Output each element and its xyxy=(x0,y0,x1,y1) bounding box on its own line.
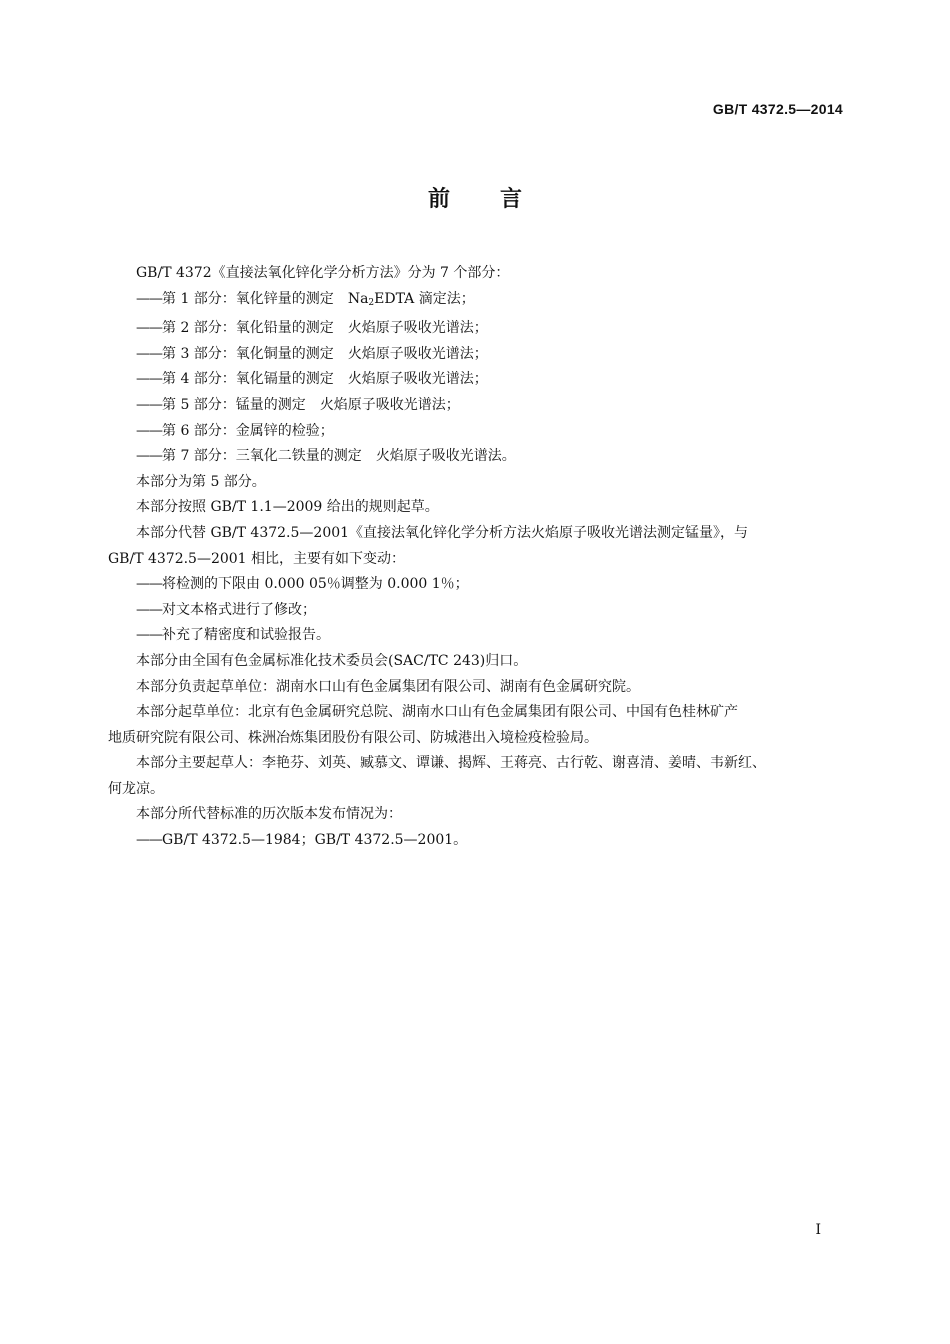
committee-paragraph: 本部分由全国有色金属标准化技术委员会(SAC/TC 243)归口。 xyxy=(136,652,528,669)
change-text: 将检测的下限由 0.000 05％调整为 0.000 1％； xyxy=(162,576,469,593)
part-method: 火焰原子吸收光谱法； xyxy=(319,396,460,413)
drafting-rule: 本部分按照 GB/T 1.1—2009 给出的规则起草。 xyxy=(136,499,439,516)
part-title: 第 5 部分：锰量的测定 xyxy=(162,396,306,413)
dash-mark: —— xyxy=(136,396,162,413)
change-text: 对文本格式进行了修改； xyxy=(162,601,316,618)
part-title: 第 1 部分：氧化锌量的测定 xyxy=(162,290,334,307)
part-title: 第 4 部分：氧化镉量的测定 xyxy=(162,371,334,388)
part-statement: 本部分为第 5 部分。 xyxy=(136,473,266,490)
part-method: $Na_2EDTA$ 滴定法； xyxy=(347,290,475,308)
part-method: 火焰原子吸收光谱法； xyxy=(347,320,488,337)
list-item xyxy=(108,444,842,470)
history-intro: 本部分所代替标准的历次版本发布情况为： xyxy=(136,806,402,823)
drafters-line-1: 本部分主要起草人：李艳芬、刘英、臧慕文、谭谦、揭辉、王蒋亮、古行乾、谢喜清、姜晴、韦新红、 xyxy=(136,755,766,772)
dash-mark: —— xyxy=(136,320,162,337)
list-item xyxy=(108,287,842,317)
dash-mark: —— xyxy=(136,422,162,439)
dash-mark: —— xyxy=(136,601,162,618)
dash-mark: —— xyxy=(136,627,162,644)
dash-mark: —— xyxy=(136,576,162,593)
page-title: 前言 xyxy=(427,187,572,212)
part-title: 第 7 部分：三氧化二铁量的测定 xyxy=(162,448,362,465)
dash-mark: —— xyxy=(136,832,162,849)
list-item xyxy=(108,316,842,342)
part-title: 第 2 部分：氧化铅量的测定 xyxy=(162,320,334,337)
drafters-line-2: 何龙凉。 xyxy=(108,780,164,797)
list-item xyxy=(108,419,842,445)
replacement-line-1: 本部分代替 GB/T 4372.5—2001《直接法氧化锌化学分析方法火焰原子吸收光谱法测定锰量》，与 xyxy=(136,524,749,541)
drafting-units-line-2: 地质研究院有限公司、株洲冶炼集团股份有限公司、防城港出入境检疫检验局。 xyxy=(108,729,598,746)
responsible-units: 本部分负责起草单位：湖南水口山有色金属集团有限公司、湖南有色金属研究院。 xyxy=(136,678,640,695)
intro-paragraph: GB/T 4372《直接法氧化锌化学分析方法》分为 7 个部分： xyxy=(136,265,510,281)
dash-mark: —— xyxy=(136,371,162,388)
dash-mark: —— xyxy=(136,345,162,362)
history-item xyxy=(108,828,842,854)
part-method: 火焰原子吸收光谱法。 xyxy=(375,448,516,465)
list-item xyxy=(108,393,842,419)
standard-number: GB/T 4372.5—2014 xyxy=(712,101,843,117)
replacement-line-2: GB/T 4372.5—2001 相比，主要有如下变动： xyxy=(108,550,406,567)
document-body xyxy=(108,261,842,854)
part-title: 第 3 部分：氧化铜量的测定 xyxy=(162,345,334,362)
change-text: 补充了精密度和试验报告。 xyxy=(162,627,330,644)
part-method: 火焰原子吸收光谱法； xyxy=(347,371,488,388)
drafting-units-line-1: 本部分起草单位：北京有色金属研究总院、湖南水口山有色金属集团有限公司、中国有色桂林矿产 xyxy=(136,704,738,721)
change-item xyxy=(108,598,842,624)
part-method: 火焰原子吸收光谱法； xyxy=(347,345,488,362)
list-item xyxy=(108,367,842,393)
history-text: GB/T 4372.5—1984；GB/T 4372.5—2001。 xyxy=(162,832,468,849)
dash-mark: —— xyxy=(136,448,162,465)
change-item xyxy=(108,572,842,598)
part-title: 第 6 部分：金属锌的检验； xyxy=(162,422,334,439)
change-item xyxy=(108,623,842,649)
page-number: I xyxy=(815,1222,821,1238)
list-item xyxy=(108,342,842,368)
dash-mark: —— xyxy=(136,290,162,307)
